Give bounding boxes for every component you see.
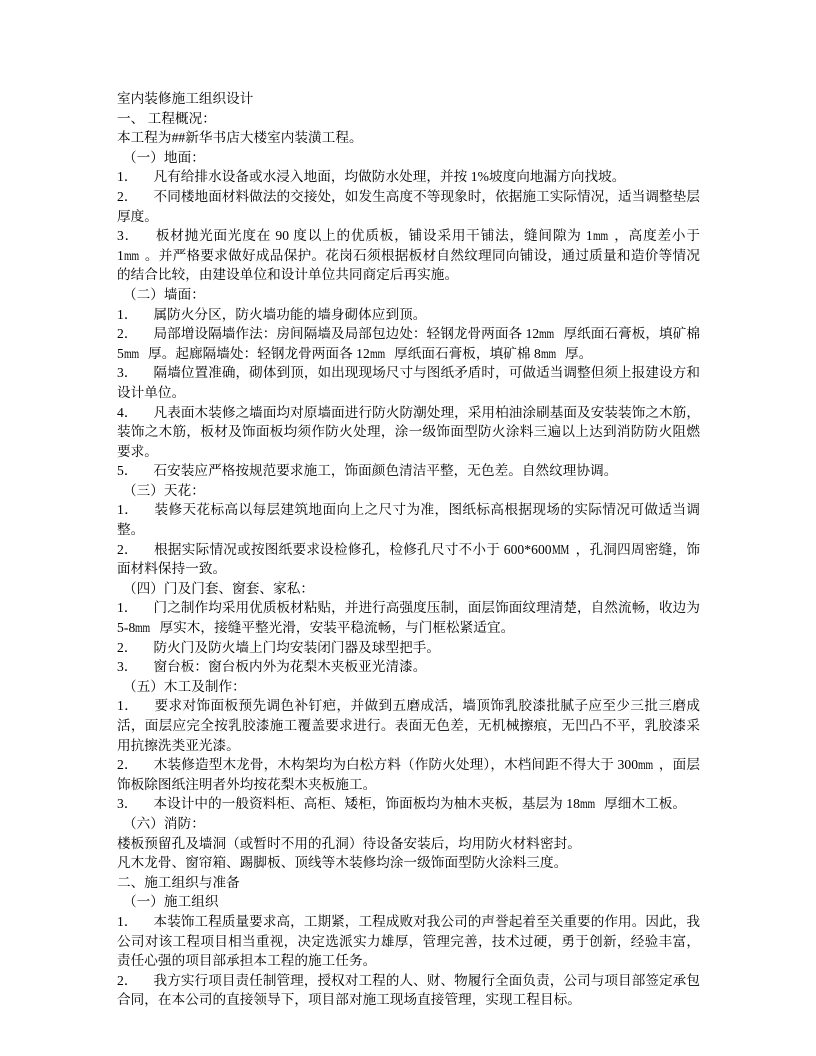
paragraph: 本工程为##新华书店大楼室内装潢工程。 xyxy=(117,130,363,146)
numbered-paragraph xyxy=(117,598,700,637)
list-number: 4． xyxy=(117,404,138,420)
numbered-paragraph xyxy=(117,540,700,579)
numbered-paragraph xyxy=(117,755,700,794)
paragraph-text: 局部增设隔墙作法：房间隔墙及局部包边处：轻钢龙骨两面各 12mm 厚纸面石膏板，填矿棉 5mm 厚。起廊隔墙处：轻钢龙骨两面各 12mm 厚纸面石膏板，填矿棉 8mm 厚。 xyxy=(117,326,700,361)
paragraph-text: 根据实际情况或按图纸要求设检修孔，检修孔尺寸不小于 600*600MM ，孔洞四周密缝，饰面材料保持一致。 xyxy=(117,541,700,577)
list-number: 2． xyxy=(117,188,138,204)
subsection-heading: （三）天花： xyxy=(123,482,205,498)
paragraph-text: 要求对饰面板预先调色补钉疤，并做到五磨成活，墙顶饰乳胶漆批腻子应至少三批三磨成活，面层应完全按乳胶漆施工覆盖要求进行。表面无色差，无机械擦痕，无凹凸不平，乳胶漆采用抗擦洗类亚光漆。 xyxy=(117,698,700,753)
list-number: 2． xyxy=(117,541,138,557)
list-number: 1． xyxy=(117,306,138,322)
numbered-paragraph xyxy=(117,187,700,226)
paragraph-text: 本装饰工程质量要求高，工期紧，工程成败对我公司的声誉起着至关重要的作用。因此，我公司对该工程项目相当重视，决定选派实力雄厚，管理完善，技术过硬，勇于创新，经验丰富，责任心强的项目部承担本工程的施工任务。 xyxy=(117,913,700,969)
paragraph-text: 装修天花标高以每层建筑地面向上之尺寸为准，图纸标高根据现场的实际情况可做适当调整。 xyxy=(117,502,700,538)
list-number: 3． xyxy=(117,796,138,812)
list-number: 1． xyxy=(117,698,139,714)
section-heading: 二、施工组织与准备 xyxy=(117,874,240,890)
numbered-paragraph xyxy=(117,324,700,363)
subsection-heading: （五）木工及制作： xyxy=(123,678,246,694)
list-number: 2． xyxy=(117,639,138,655)
numbered-paragraph xyxy=(117,305,700,325)
document-title: 室内装修施工组织设计 xyxy=(117,91,254,106)
subsection-heading: （四）门及门套、窗套、家私： xyxy=(123,580,315,596)
paragraph: 凡木龙骨、窗帘箱、踢脚板、顶线等木装修均涂一级饰面型防火涂料三度。 xyxy=(117,855,568,871)
paragraph-text: 本设计中的一般资料柜、高柜、矮柜，饰面板均为柚木夹板，基层为 18mm 厚细木工板。 xyxy=(153,796,687,812)
numbered-paragraph xyxy=(117,912,700,971)
subsection-heading: （六）消防： xyxy=(123,815,205,831)
paragraph-text: 门之制作均采用优质板材粘贴，并进行高强度压制，面层饰面纹理清楚，自然流畅，收边为 5-8mm 厚实木，接缝平整光滑，安装平稳流畅，与门框松紧适宜。 xyxy=(117,600,700,636)
list-number: 5． xyxy=(117,463,138,479)
paragraph-text: 凡表面木装修之墙面均对原墙面进行防火防潮处理，采用柏油涂刷基面及安装装饰之木筋，装饰之木筋，板材及饰面板均须作防火处理，涂一级饰面型防火涂料三遍以上达到消防防火阻燃要求。 xyxy=(117,404,700,459)
paragraph: 楼板预留孔及墙洞（或暂时不用的孔洞）待设备安装后，均用防火材料密封。 xyxy=(117,835,581,851)
numbered-paragraph xyxy=(117,794,700,814)
subsection-heading: （一）施工组织 xyxy=(123,894,219,910)
list-number: 1． xyxy=(117,169,138,185)
numbered-paragraph xyxy=(117,638,700,658)
paragraph-text: 我方实行项目责任制管理，授权对工程的人、财、物履行全面负责，公司与项目部签定承包合同，在本公司的直接领导下，项目部对施工现场直接管理，实现工程目标。 xyxy=(117,972,700,1008)
numbered-paragraph xyxy=(117,971,700,1010)
numbered-paragraph xyxy=(117,696,700,755)
document-text-body xyxy=(117,89,700,1010)
list-number: 1． xyxy=(117,913,138,929)
list-number: 3． xyxy=(117,228,140,244)
list-number: 1． xyxy=(117,600,138,616)
paragraph-text: 石安装应严格按规范要求施工，饰面颜色清洁平整，无色差。自然纹理协调。 xyxy=(153,463,618,479)
paragraph-text: 不同楼地面材料做法的交接处，如发生高度不等现象时，依据施工实际情况，适当调整垫层厚度。 xyxy=(117,188,700,224)
paragraph-text: 凡有给排水设备或水浸入地面，均做防水处理，并按 1%坡度向地漏方向找坡。 xyxy=(153,169,626,185)
paragraph-text: 窗台板：窗台板内外为花梨木夹板亚光清漆。 xyxy=(153,659,427,675)
section-heading: 一、 工程概况： xyxy=(117,110,216,126)
numbered-paragraph xyxy=(117,167,700,187)
paragraph-text: 隔墙位置准确，砌体到顶，如出现现场尺寸与图纸矛盾时，可做适当调整但须上报建设方和设计单位。 xyxy=(117,365,700,400)
subsection-heading: （一）地面： xyxy=(123,149,205,165)
numbered-paragraph xyxy=(117,657,700,677)
list-number: 2． xyxy=(117,757,138,773)
numbered-paragraph xyxy=(117,403,700,462)
list-number: 3． xyxy=(117,365,138,381)
paragraph-text: 防火门及防火墙上门均安装闭门器及球型把手。 xyxy=(153,639,441,655)
paragraph-text: 板材抛光面光度在 90 度以上的优质板，铺设采用干铺法，缝间隙为 1mm ，高度差小于 1mm 。并严格要求做好成品保护。花岗石须根据板材自然纹理同向铺设，通过质量和造价等情况的结合比较，由建设单位和设计单位共同商定后再实施。 xyxy=(117,228,700,283)
list-number: 3． xyxy=(117,659,138,675)
list-number: 2． xyxy=(117,326,138,342)
numbered-paragraph xyxy=(117,226,700,285)
list-number: 2． xyxy=(117,972,138,988)
list-number: 1． xyxy=(117,502,139,518)
numbered-paragraph xyxy=(117,461,700,481)
paragraph-text: 木装修造型木龙骨，木构架均为白松方料（作防火处理），木档间距不得大于 300mm ，面层饰板除图纸注明者外均按花梨木夹板施工。 xyxy=(117,757,701,792)
numbered-paragraph xyxy=(117,363,700,402)
paragraph-text: 属防火分区，防火墙功能的墙身砌体应到顶。 xyxy=(153,306,427,322)
numbered-paragraph xyxy=(117,500,700,539)
subsection-heading: （二）墙面： xyxy=(123,286,205,302)
